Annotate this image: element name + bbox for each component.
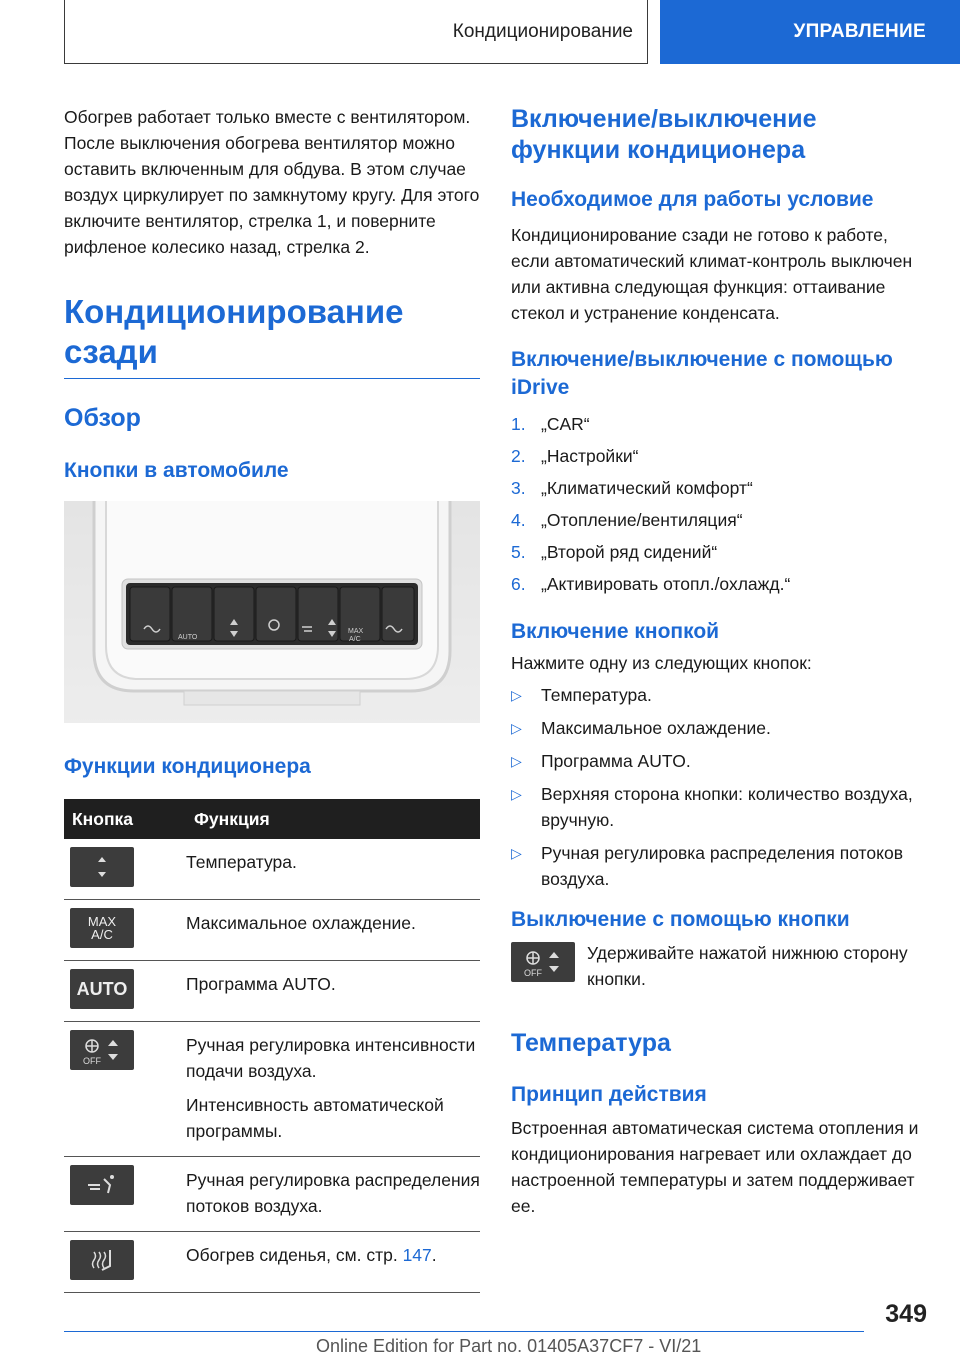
triangle-bullet-icon: ▷	[511, 786, 522, 802]
table-cell-function: Максимальное охлаждение.	[186, 900, 480, 961]
table-header-function: Функция	[186, 799, 480, 839]
button-off-heading: Выключение с помощью кнопки	[511, 908, 850, 931]
step-number: 6.	[511, 574, 526, 594]
bullet-text: Верхняя сторона кнопки: количество воздуха, вручную.	[541, 784, 913, 830]
table-cell-function-note: Интенсивность автоматической программы.	[186, 1095, 444, 1141]
step-number: 1.	[511, 414, 526, 434]
control-panel-photo	[64, 501, 480, 723]
table-row	[64, 1022, 480, 1157]
list-item	[511, 682, 927, 708]
triangle-bullet-icon: ▷	[511, 687, 522, 703]
section-title: Кондиционирование сзади	[64, 293, 404, 370]
table-header-button: Кнопка	[64, 799, 186, 839]
table-row	[64, 961, 480, 1022]
footer-rule	[64, 1331, 864, 1332]
list-item	[511, 408, 927, 440]
principle-heading: Принцип действия	[511, 1083, 707, 1106]
step-text: „Второй ряд сидений“	[541, 542, 718, 562]
button-off-block	[511, 942, 927, 992]
air-distribution-icon	[70, 1165, 134, 1205]
control-panel-illustration	[64, 501, 480, 723]
temperature-arrows-icon	[70, 847, 134, 887]
page-number: 349	[885, 1300, 927, 1328]
svg-text:A/C: A/C	[349, 636, 361, 643]
max-ac-icon: MAX A/C	[70, 908, 134, 948]
idrive-heading: Включение/выключение с помощью iDrive	[511, 348, 893, 399]
title-rule	[64, 378, 480, 379]
temperature-heading: Температура	[511, 1029, 671, 1057]
button-off-paragraph: Удерживайте нажатой нижнюю сторону кнопки.	[587, 943, 908, 989]
overview-heading: Обзор	[64, 404, 141, 432]
page-link[interactable]: 147	[402, 1245, 432, 1265]
table-row	[64, 1232, 480, 1293]
svg-text:AUTO: AUTO	[178, 634, 198, 641]
table-row	[64, 839, 480, 900]
list-item	[511, 748, 927, 774]
onoff-heading: Включение/выключение функции кондиционера	[511, 105, 817, 164]
functions-heading: Функции кондиционера	[64, 755, 311, 778]
table-cell-function: Ручная регулировка распределения потоков воздуха.	[186, 1157, 480, 1232]
list-item	[511, 472, 927, 504]
table-cell-function: Обогрев сиденья, см. стр.	[186, 1245, 403, 1265]
bullet-text: Температура.	[541, 685, 652, 705]
triangle-bullet-icon: ▷	[511, 720, 522, 736]
svg-text:OFF: OFF	[83, 1056, 101, 1066]
bullet-text: Программа AUTO.	[541, 751, 691, 771]
list-item	[511, 536, 927, 568]
bullet-text: Ручная регулировка распределения потоков воздуха.	[541, 843, 903, 889]
step-text: „Климатический комфорт“	[541, 478, 753, 498]
table-row	[64, 900, 480, 961]
triangle-bullet-icon: ▷	[511, 753, 522, 769]
step-text: „CAR“	[541, 414, 590, 434]
button-on-heading: Включение кнопкой	[511, 620, 720, 643]
step-text: „Отопление/вентиляция“	[541, 510, 743, 530]
header-section: УПРАВЛЕНИЕ	[660, 0, 960, 64]
seat-heating-icon	[70, 1240, 134, 1280]
list-item	[511, 504, 927, 536]
step-text: „Настройки“	[541, 446, 639, 466]
table-cell-function: Ручная регулировка интенсивности подачи воздуха.	[186, 1035, 476, 1081]
table-cell-function: Температура.	[186, 839, 480, 900]
fan-off-icon	[70, 1030, 134, 1070]
condition-heading: Необходимое для работы условие	[511, 188, 874, 211]
list-item	[511, 840, 927, 892]
condition-paragraph: Кондиционирование сзади не готово к работе, если автоматический климат-контроль выключен или активна следующая функция: оттаивание стекол и устранение конденсата.	[511, 225, 913, 323]
list-item	[511, 781, 927, 833]
step-number: 2.	[511, 446, 526, 466]
buttons-heading: Кнопки в автомобиле	[64, 459, 289, 482]
svg-text:MAX: MAX	[348, 628, 364, 635]
step-number: 5.	[511, 542, 526, 562]
table-row	[64, 1157, 480, 1232]
footer-edition: Online Edition for Part no. 01405A37CF7 - VI/21	[316, 1336, 702, 1356]
list-item	[511, 440, 927, 472]
functions-table	[64, 799, 480, 1293]
header-chapter: Кондиционирование	[64, 0, 648, 64]
idrive-steps	[511, 408, 927, 600]
step-number: 3.	[511, 478, 526, 498]
bullet-text: Максимальное охлаждение.	[541, 718, 771, 738]
fan-off-icon	[511, 942, 575, 982]
step-number: 4.	[511, 510, 526, 530]
right-column	[511, 104, 927, 1219]
step-text: „Активировать отопл./охлажд.“	[541, 574, 791, 594]
principle-paragraph: Встроенная автоматическая система отопления и кондиционирования нагревает или охлаждает до настроенной температуры и затем поддерживает ее.	[511, 1118, 919, 1216]
list-item	[511, 715, 927, 741]
left-column	[64, 104, 480, 1293]
button-on-paragraph: Нажмите одну из следующих кнопок:	[511, 653, 812, 673]
intro-paragraph: Обогрев работает только вместе с вентилятором. После выключения обогрева вентилятор можно оставить включенным для обдува. В этом случае воздух циркулирует по замкнутому кругу. Для этого включите вентилятор, стрелка 1, и поверните рифленое колесико назад, стрелка 2.	[64, 107, 480, 257]
table-header-row	[64, 799, 480, 839]
list-item	[511, 568, 927, 600]
table-cell-tail: .	[431, 1245, 437, 1265]
svg-text:OFF: OFF	[524, 968, 542, 978]
button-on-bullets	[511, 682, 927, 892]
table-cell-function: Программа AUTO.	[186, 961, 480, 1022]
auto-icon: AUTO	[70, 969, 134, 1009]
triangle-bullet-icon: ▷	[511, 845, 522, 861]
